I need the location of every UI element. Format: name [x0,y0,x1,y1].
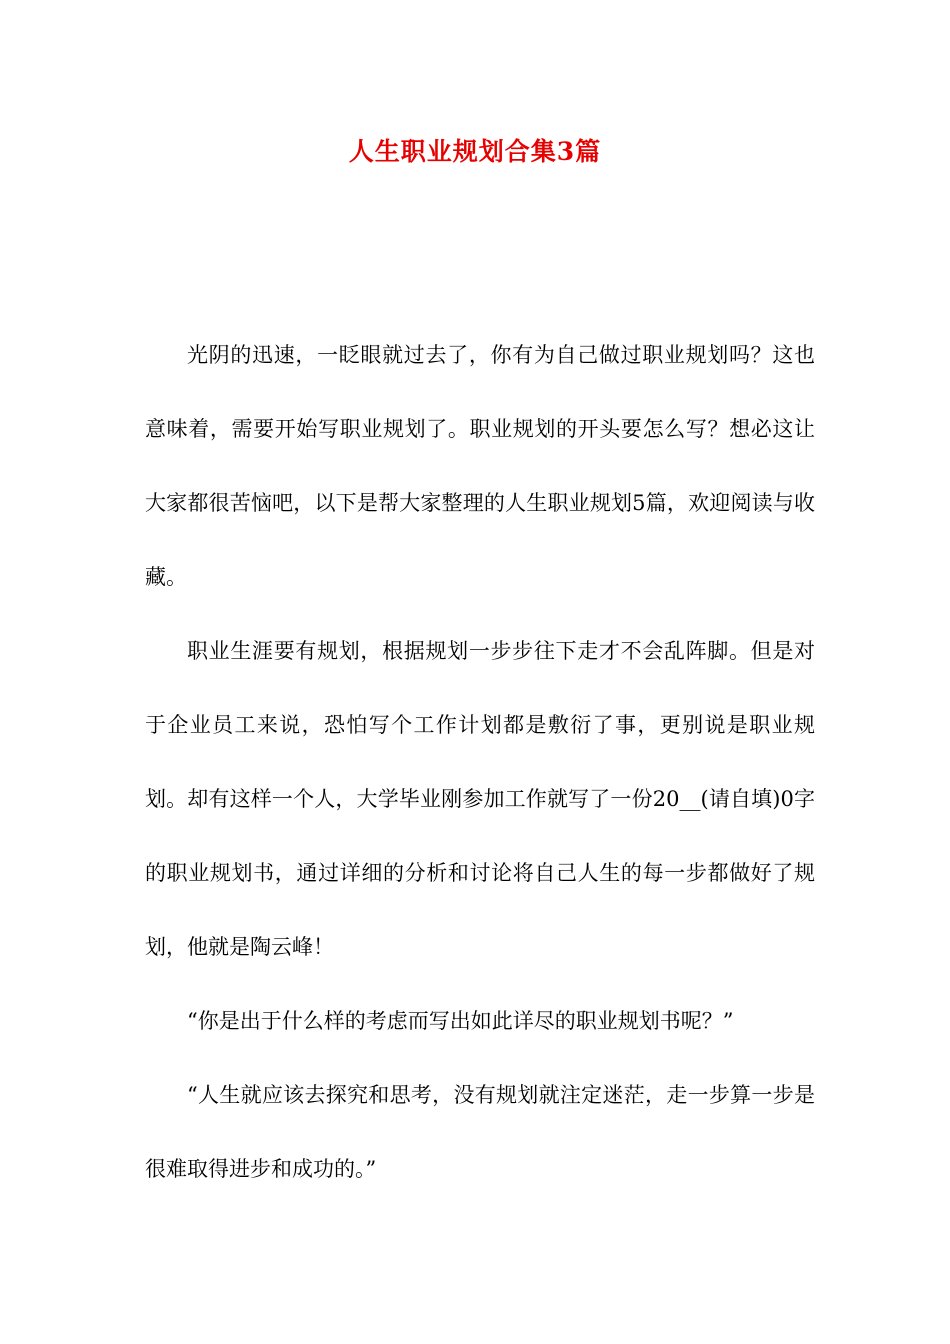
paragraph-intro: 光阴的迅速，一眨眼就过去了，你有为自己做过职业规划吗？这也意味着，需要开始写职业规划了。职业规划的开头要怎么写？想必这让大家都很苦恼吧，以下是帮大家整理的人生职业规划5篇，欢迎阅读与收藏。 [145,343,815,589]
paragraph-story: 职业生涯要有规划，根据规划一步步往下走才不会乱阵脚。但是对于企业员工来说，恐怕写个工作计划都是敷衍了事，更别说是职业规划。却有这样一个人，大学毕业刚参加工作就写了一份20__(请自填)0字的职业规划书，通过详细的分析和讨论将自己人生的每一步都做好了规划，他就是陶云峰！ [145,639,815,959]
paragraph-answer: “人生就应该去探究和思考，没有规划就注定迷茫，走一步算一步是很难取得进步和成功的。” [145,1083,815,1181]
document-body [145,318,815,1206]
document-title: 人生职业规划合集3篇 [348,137,602,166]
paragraph-question: “你是出于什么样的考虑而写出如此详尽的职业规划书呢？” [187,1009,734,1033]
